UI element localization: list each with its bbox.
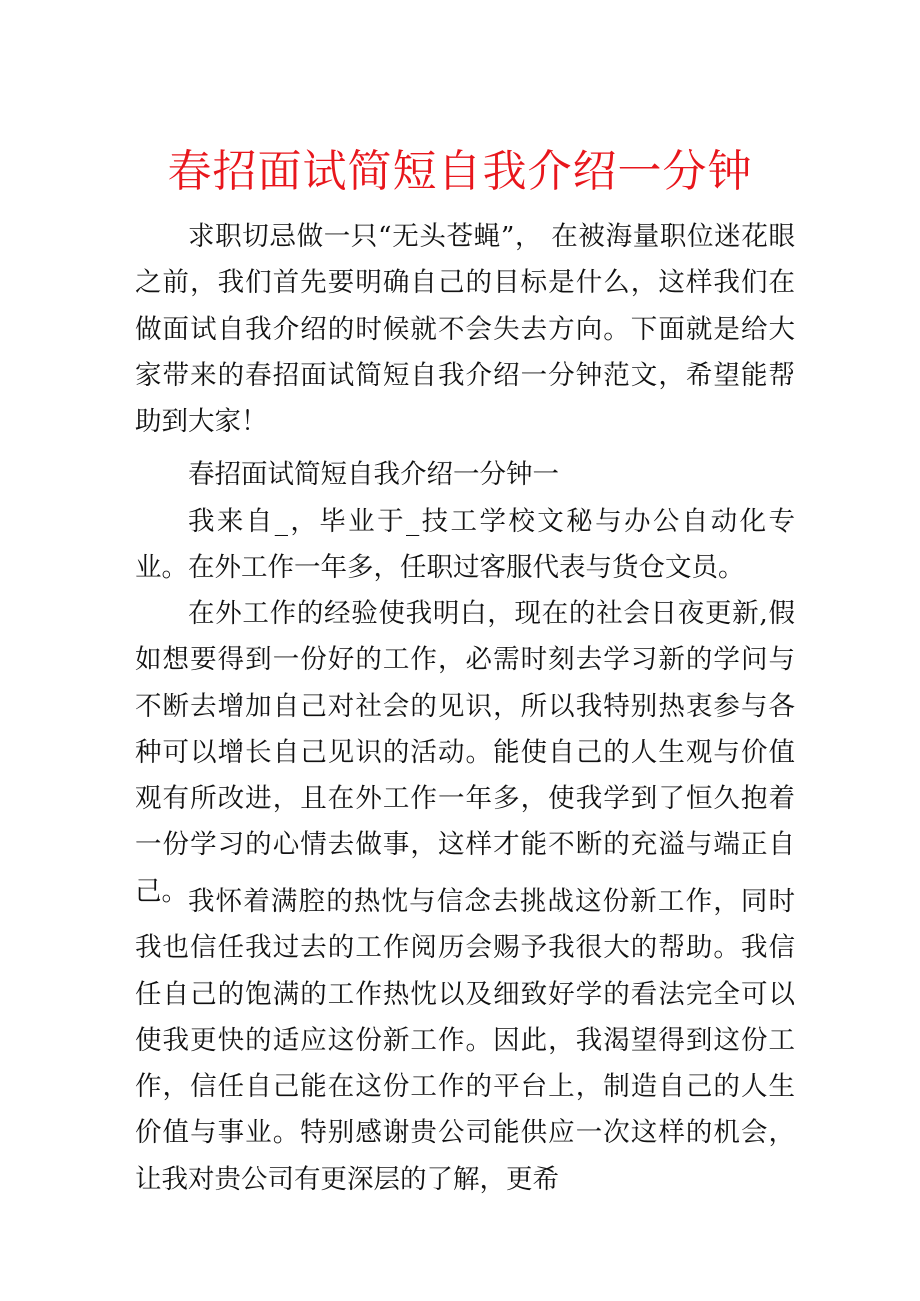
intro-paragraph: 求职切忌做一只“无头苍蝇”， 在被海量职位迷花眼之前，我们首先要明确自己的目标是什么，这样我们在做面试自我介绍的时候就不会失去方向。下面就是给大家带来的春招面试简短自我介绍一分钟范文，希望能帮助到大家！ — [135, 221, 795, 438]
body-paragraph-2: 在外工作的经验使我明白，现在的社会日夜更新,假如想要得到一份好的工作，必需时刻去学习新的学问与不断去增加自己对社会的见识，所以我特别热衷参与各种可以增长自己见识的活动。能使自己的人生观与价值观有所改进，且在外工作一年多，使我学到了恒久抱着一份学习的心情去做事，这样才能不断的充溢与端正自己。 — [135, 598, 795, 907]
body-paragraph-1: 我来自_，毕业于_技工学校文秘与办公自动化专业。在外工作一年多，任职过客服代表与货仓文员。 — [135, 506, 795, 584]
section-heading: 春招面试简短自我介绍一分钟一 — [188, 459, 559, 490]
document-title: 春招面试简短自我介绍一分钟 — [167, 146, 753, 197]
body-paragraph-3: 我怀着满腔的热忱与信念去挑战这份新工作，同时我也信任我过去的工作阅历会赐予我很大的帮助。我信任自己的饱满的工作热忱以及细致好学的看法完全可以使我更快的适应这份新工作。因此，我渴望得到这份工作，信任自己能在这份工作的平台上，制造自己的人生价值与事业。特别感谢贵公司能供应一次这样的机会，让我对贵公司有更深层的了解，更希 — [135, 886, 795, 1195]
